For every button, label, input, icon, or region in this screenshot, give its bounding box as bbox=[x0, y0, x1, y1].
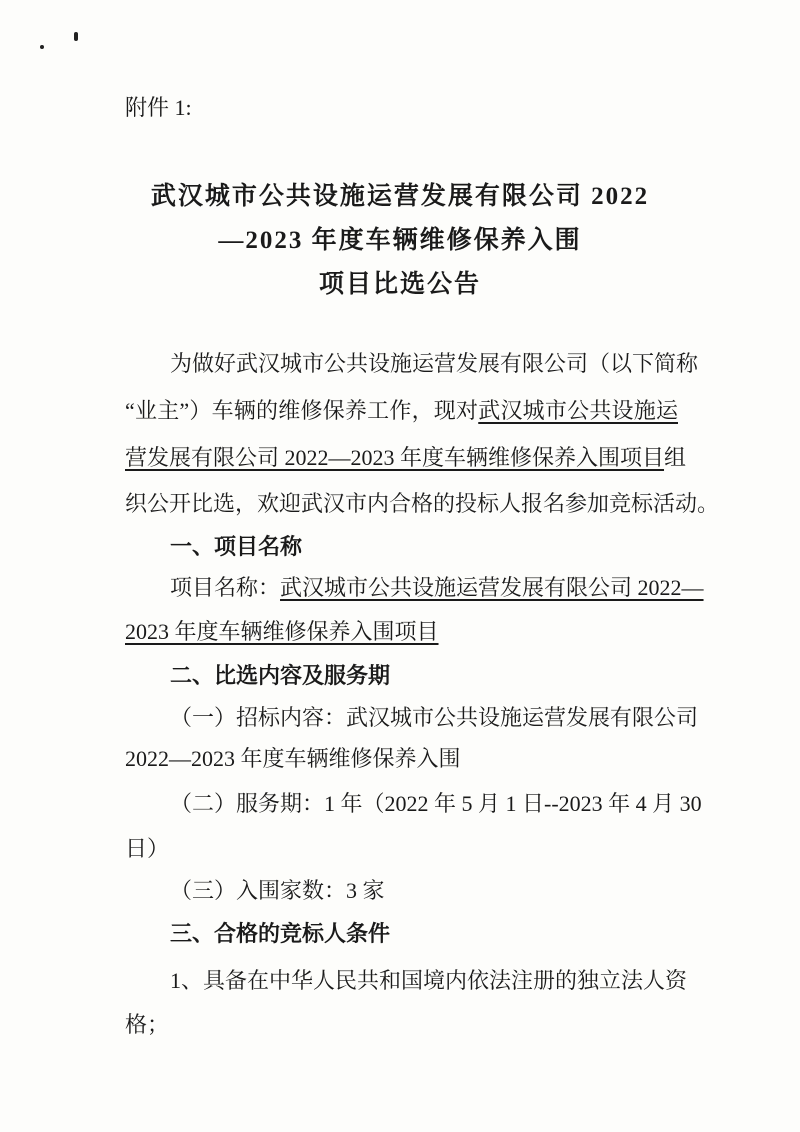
scan-speck bbox=[74, 32, 78, 41]
project-name-line bbox=[170, 573, 704, 603]
qualification-line: 1、具备在中华人民共和国境内依法注册的独立法人资 bbox=[170, 968, 688, 993]
intro-text: 组 bbox=[664, 445, 687, 470]
project-name-line bbox=[125, 617, 439, 647]
intro-line bbox=[125, 396, 678, 426]
scan-speck bbox=[40, 45, 44, 49]
bid-content-line: 2022—2023 年度车辆维修保养入围 bbox=[125, 746, 461, 771]
attachment-label: 附件 1: bbox=[125, 95, 192, 120]
intro-line bbox=[125, 443, 687, 473]
intro-text: “业主”）车辆的维修保养工作，现对 bbox=[125, 398, 479, 423]
shortlist-count: （三）入围家数：3 家 bbox=[170, 878, 385, 903]
project-name-label: 项目名称： bbox=[170, 575, 281, 600]
project-name-underlined: 武汉城市公共设施运 bbox=[478, 398, 678, 423]
intro-line: 为做好武汉城市公共设施运营发展有限公司（以下简称 bbox=[170, 351, 699, 376]
service-period-line: （二）服务期：1 年（2022 年 5 月 1 日--2023 年 4 月 30 bbox=[170, 791, 702, 816]
title-line-2: —2023 年度车辆维修保养入围 bbox=[218, 227, 582, 254]
section-3-heading: 三、合格的竞标人条件 bbox=[170, 922, 391, 947]
title-line-3: 项目比选公告 bbox=[318, 271, 481, 298]
qualification-line: 格； bbox=[125, 1012, 170, 1037]
section-1-heading: 一、项目名称 bbox=[170, 535, 303, 560]
title-line-1: 武汉城市公共设施运营发展有限公司 2022 bbox=[150, 183, 650, 210]
project-name-underlined: 营发展有限公司 2022—2023 年度车辆维修保养入围项目 bbox=[125, 445, 665, 470]
intro-line: 织公开比选，欢迎武汉市内合格的投标人报名参加竞标活动。 bbox=[125, 491, 720, 516]
project-name-value: 2023 年度车辆维修保养入围项目 bbox=[125, 619, 439, 644]
bid-content-line: （一）招标内容：武汉城市公共设施运营发展有限公司 bbox=[170, 705, 699, 730]
service-period-line: 日） bbox=[125, 836, 170, 861]
project-name-value: 武汉城市公共设施运营发展有限公司 2022— bbox=[280, 575, 704, 600]
section-2-heading: 二、比选内容及服务期 bbox=[170, 664, 391, 689]
